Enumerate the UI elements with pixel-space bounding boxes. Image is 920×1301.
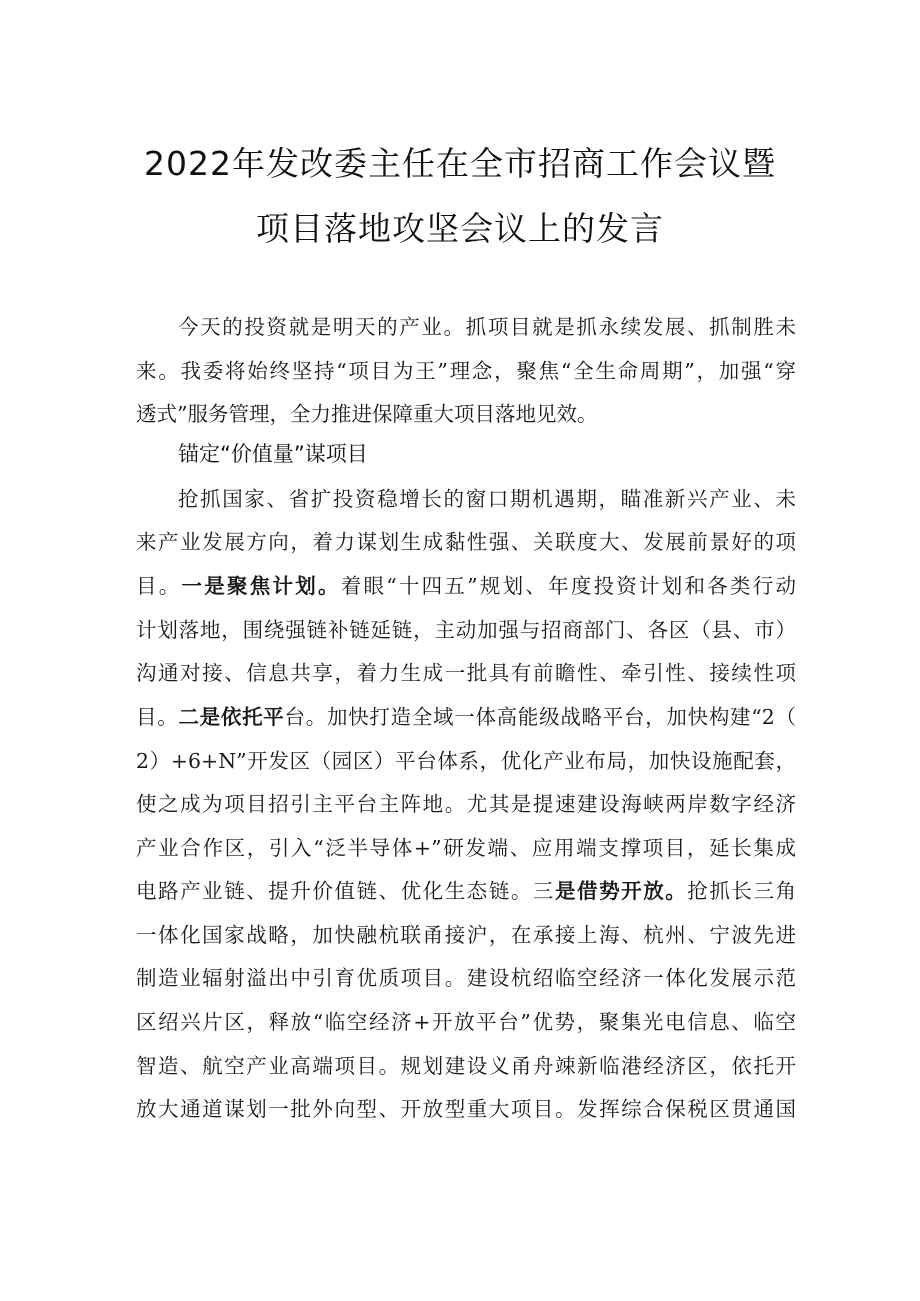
bold-point-1: 一是聚焦计划。 <box>181 574 341 598</box>
body-paragraph-line: 制造业辐射溢出中引育优质项目。建设杭绍临空经济一体化发展示范 <box>136 966 796 990</box>
body-text: 抢抓长三角 <box>687 879 797 903</box>
body-paragraph-line <box>136 703 796 731</box>
body-paragraph-line: 放大通道谋划一批外向型、开放型重大项目。发挥综合保税区贯通国 <box>136 1097 796 1121</box>
section-heading: 锚定“价值量”谋项目 <box>178 442 368 466</box>
body-text: 目。 <box>136 574 182 598</box>
body-paragraph-line: 2）+6+N”开发区（园区）平台体系，优化产业布局，加快设施配套， <box>136 749 796 773</box>
body-paragraph-line: 来产业发展方向，着力谋划生成黏性强、关联度大、发展前景好的项 <box>136 530 796 554</box>
body-paragraph-line <box>136 877 796 905</box>
intro-paragraph-line: 今天的投资就是明天的产业。抓项目就是抓永续发展、抓制胜未 <box>178 315 796 339</box>
document-title-line-2: 项目落地攻坚会议上的发言 <box>256 209 664 248</box>
body-paragraph-line: 使之成为项目招引主平台主阵地。尤其是提速建设海峡两岸数字经济 <box>136 792 796 816</box>
body-paragraph-line: 一体化国家战略，加快融杭联甬接沪，在承接上海、杭州、宁波先进 <box>136 923 796 947</box>
body-text: 着眼“十四五”规划、年度投资计划和各类行动 <box>340 574 797 598</box>
body-paragraph-line: 区绍兴片区，释放“临空经济+开放平台”优势，聚集光电信息、临空 <box>136 1010 796 1034</box>
body-paragraph-line: 抢抓国家、省扩投资稳增长的窗口期机遇期，瞄准新兴产业、未 <box>178 487 796 511</box>
body-text: 目。 <box>136 705 179 729</box>
bold-point-2: 二是依托平 <box>178 705 285 729</box>
document-title-line-1: 2022年发改委主任在全市招商工作会议暨 <box>144 144 776 183</box>
intro-paragraph-line: 来。我委将始终坚持“项目为王”理念，聚焦“全生命周期”，加强“穿 <box>136 359 796 383</box>
body-paragraph-line: 计划落地，围绕强链补链延链，主动加强与招商部门、各区（县、市） <box>136 618 796 642</box>
body-paragraph-line: 产业合作区，引入“泛半导体+”研发端、应用端支撑项目，延长集成 <box>136 836 796 860</box>
body-text: 台。加快打造全域一体高能级战略平台，加快构建“2（ <box>284 705 796 729</box>
body-paragraph-line: 智造、航空产业高端项目。规划建设义甬舟竦新临港经济区，依托开 <box>136 1054 796 1078</box>
body-text: 电路产业链、提升价值链、优化生态链。三 <box>136 879 555 903</box>
body-paragraph-line: 沟通对接、信息共享，着力生成一批具有前瞻性、牵引性、接续性项 <box>136 661 796 685</box>
bold-point-3: 是借势开放。 <box>554 879 688 903</box>
intro-paragraph-line: 透式”服务管理，全力推进保障重大项目落地见效。 <box>136 402 598 426</box>
body-paragraph-line <box>136 572 796 600</box>
